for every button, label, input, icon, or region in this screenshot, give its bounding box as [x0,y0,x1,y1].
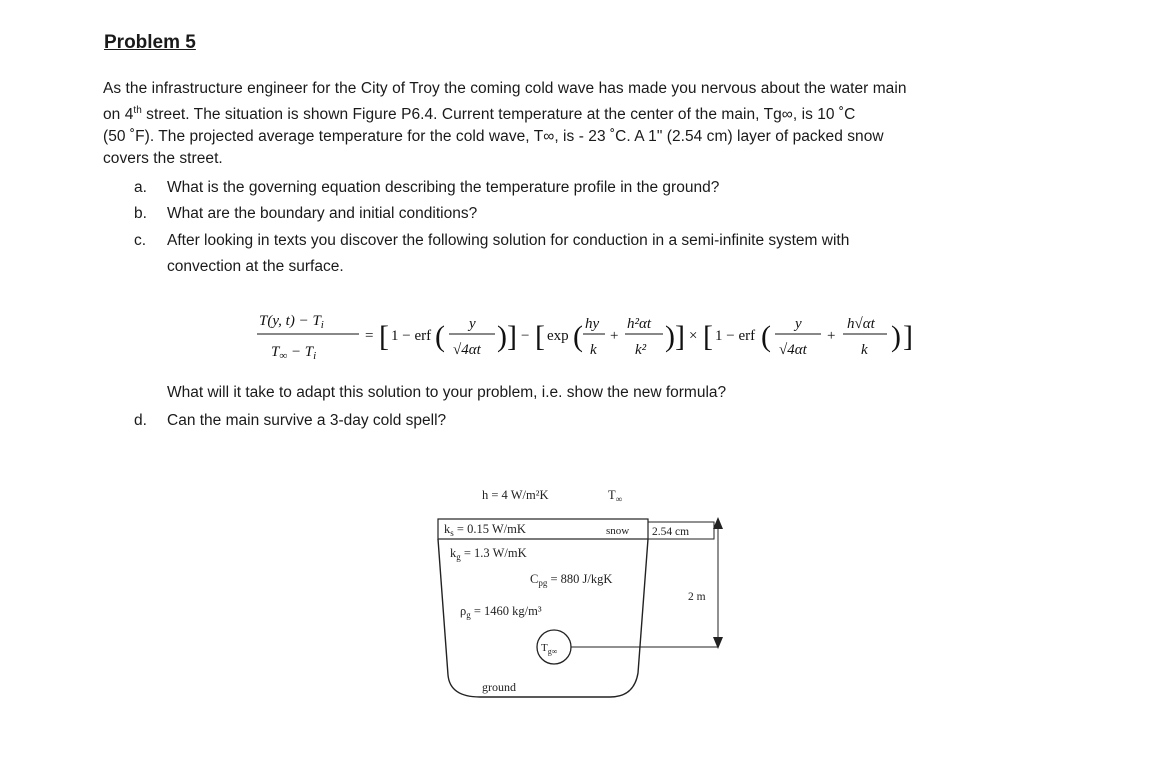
svg-text:[: [ [535,320,545,353]
snow-thickness-label: 2.54 cm [652,526,690,538]
svg-text:]: ] [903,320,913,353]
svg-text:]: ] [507,320,517,353]
svg-text:exp: exp [547,328,569,344]
svg-text:k²: k² [635,342,647,358]
svg-text:(: ( [435,320,445,353]
svg-text:T∞ − Ti: $T_\infty - T_i$ [271,344,317,362]
svg-text:=: = [365,328,374,344]
svg-text:h√αt: h√αt [847,316,875,332]
svg-text:[: [ [703,320,713,353]
svg-text:(: ( [573,320,583,353]
h-label: h = 4 W/m²K [482,488,549,502]
svg-text:1 − erf: 1 − erf [715,328,756,344]
svg-text:]: ] [675,320,685,353]
ground-label: ground [482,680,516,694]
intro-line-3: (50 ˚F). The projected average temperature for the cold wave, T∞, is - 23 ˚C. A 1" (2.54 cm) layer of packed snow [103,128,884,146]
list-marker: a. [134,179,147,196]
svg-text:×: × [689,328,698,344]
rho-label: $\rho_g = 1460$ kg/m³ [460,604,542,620]
ks-label: $k_s = 0.15$ W/mK [444,522,526,538]
list-text: After looking in texts you discover the following solution for conduction in a semi-infinite system with [167,232,850,249]
problem-intro [103,78,1068,170]
svg-text:√4αt: √4αt [779,342,807,358]
svg-text:T(y, t) − Ti: T(y, $t) - T_i$ [259,313,324,331]
svg-text:√4αt: √4αt [453,342,481,358]
list-text-continued: convection at the surface. [167,258,344,275]
svg-text:h²αt: h²αt [627,316,652,332]
svg-text:1 − erf: 1 − erf [391,328,432,344]
svg-text:): ) [891,320,901,353]
list-marker: b. [134,205,147,222]
intro-line-2: on 4th street. The situation is shown Figure P6.4. Current temperature at the center of the main, Tg∞, is 10 ˚C [103,105,856,124]
svg-text:): ) [497,320,507,353]
svg-text:y: y [795,316,802,332]
pipe-temp-label: $T_{g\infty}$ [541,642,558,656]
list-text: Can the main survive a 3-day cold spell? [167,412,447,429]
svg-text:−: − [521,328,530,344]
snow-label: snow [606,525,630,537]
svg-text:[: [ [379,320,389,353]
svg-text:k: k [861,342,868,358]
svg-text:(: ( [761,320,771,353]
problem-title: Problem 5 [104,32,196,53]
svg-text:hy: hy [585,316,600,332]
t-infinity-label: $T_\infty$ [608,488,623,504]
list-marker: d. [134,412,147,429]
depth-label: 2 m [688,591,706,603]
solution-equation [255,300,935,372]
intro-line-1: As the infrastructure engineer for the City of Troy the coming cold wave has made you nervous about the water main [103,80,907,97]
svg-text:y: y [469,316,476,332]
list-text: What are the boundary and initial conditions? [167,205,478,222]
svg-text:+: + [610,328,619,344]
list-marker: c. [134,232,147,249]
cpg-label: $C_{pg} = 880$ J/kgK [530,572,613,588]
intro-line-4: covers the street. [103,150,223,168]
follow-up-question: What will it take to adapt this solution to your problem, i.e. show the new formula? [167,384,727,401]
svg-text:): ) [665,320,675,353]
list-text: What is the governing equation describing the temperature profile in the ground? [167,179,720,196]
svg-text:k: k [590,342,597,358]
kg-label: $k_g = 1.3$ W/mK [450,546,527,562]
figure-p6-4 [420,475,740,715]
svg-text:+: + [827,328,836,344]
